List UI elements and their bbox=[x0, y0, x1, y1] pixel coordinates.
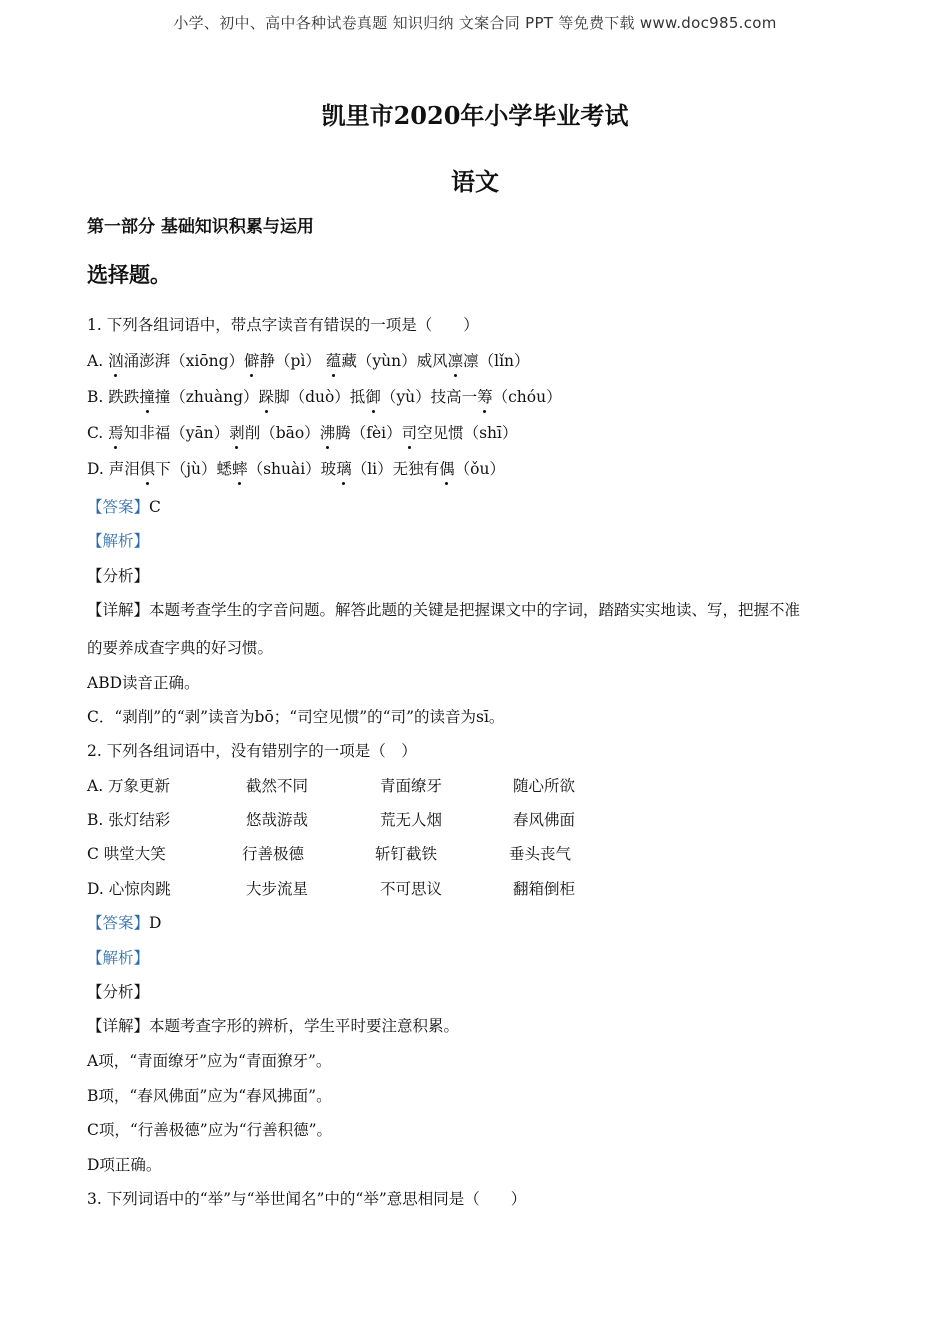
dotted-char: 司 bbox=[401, 424, 418, 442]
text: C. bbox=[87, 424, 109, 442]
q2-detail-5: D项正确。 bbox=[87, 1156, 162, 1174]
text: 知非福（yān） bbox=[123, 424, 230, 442]
q1-option-b bbox=[87, 386, 562, 408]
q1-detail-2: 的要养成查字典的好习惯。 bbox=[87, 639, 274, 657]
dotted-char: 蕴 bbox=[325, 352, 342, 370]
q1-option-d bbox=[87, 458, 505, 480]
dotted-char: 俱 bbox=[139, 460, 156, 478]
q1-option-a bbox=[87, 350, 530, 372]
dotted-char: 焉 bbox=[108, 424, 124, 442]
q2-stem: 2. 下列各组词语中，没有错别字的一项是（ ） bbox=[87, 742, 417, 760]
q2-detail-2: A项，“青面缭牙”应为“青面獠牙”。 bbox=[87, 1052, 332, 1070]
text: （ǒu） bbox=[454, 460, 505, 478]
q2-detail-4: C项，“行善极德”应为“行善积德”。 bbox=[87, 1121, 333, 1139]
q2-b-2: 悠哉游哉 bbox=[246, 811, 309, 829]
dotted-char: 僻 bbox=[244, 352, 260, 370]
text: 空见惯（shī） bbox=[417, 424, 518, 442]
q2-d-4: 翻箱倒柜 bbox=[513, 880, 576, 898]
q1-option-c bbox=[87, 422, 518, 444]
q1-stem: 1. 下列各组词语中，带点字读音有错误的一项是（ ） bbox=[87, 316, 479, 334]
text: （shuài）玻 bbox=[247, 460, 337, 478]
page-header: 小学、初中、高中各种试卷真题 知识归纳 文案合同 PPT 等免费下载 www.doc985.com bbox=[173, 14, 777, 32]
q2-a-3: 青面缭牙 bbox=[380, 777, 443, 795]
dotted-char: 跺 bbox=[258, 388, 275, 406]
text: （yù）技高一 bbox=[380, 388, 478, 406]
q2-analysis-tag: 【解析】 bbox=[87, 949, 150, 967]
q2-d-1: D. 心惊肉跳 bbox=[87, 880, 171, 898]
q1-detail-3: ABD读音正确。 bbox=[87, 674, 200, 692]
q2-b-1: B. 张灯结彩 bbox=[87, 811, 171, 829]
q2-detail-1: 【详解】本题考查字形的辨析，学生平时要注意积累。 bbox=[87, 1017, 460, 1035]
text: 腾（fèi） bbox=[335, 424, 402, 442]
dotted-char: 筹 bbox=[477, 388, 493, 406]
answer-tag: 【答案】 bbox=[87, 914, 150, 932]
text: A. bbox=[87, 352, 109, 370]
text: 涌澎湃（xiōng） bbox=[123, 352, 245, 370]
q2-fenxi: 【分析】 bbox=[87, 983, 150, 1001]
text: D. 声泪 bbox=[87, 460, 140, 478]
q1-fenxi: 【分析】 bbox=[87, 567, 150, 585]
q1-detail-4: C．“剥削”的“剥”读音为bō；“司空见惯”的“司”的读音为sī。 bbox=[87, 708, 505, 726]
answer-value: C bbox=[149, 498, 161, 516]
q2-a-4: 随心所欲 bbox=[513, 777, 576, 795]
exam-subject: 语文 bbox=[451, 167, 499, 196]
q2-c-2: 行善极德 bbox=[242, 845, 305, 863]
q2-c-4: 垂头丧气 bbox=[509, 845, 572, 863]
text: （chóu） bbox=[492, 388, 562, 406]
q2-d-3: 不可思议 bbox=[380, 880, 443, 898]
q2-a-2: 截然不同 bbox=[246, 777, 309, 795]
q2-d-2: 大步流星 bbox=[246, 880, 309, 898]
q2-b-3: 荒无人烟 bbox=[380, 811, 443, 829]
text: 静（pì） bbox=[259, 352, 326, 370]
q3-stem: 3. 下列词语中的“举”与“举世闻名”中的“举”意思相同是（ ） bbox=[87, 1190, 527, 1208]
q2-answer bbox=[87, 912, 161, 934]
q2-detail-3: B项，“春风佛面”应为“春风拂面”。 bbox=[87, 1087, 332, 1105]
text: 凛（lǐn） bbox=[463, 352, 530, 370]
dotted-char: 沸 bbox=[319, 424, 336, 442]
dotted-char: 撞 bbox=[139, 388, 155, 406]
dotted-char: 御 bbox=[365, 388, 381, 406]
text: B. 跌跌 bbox=[87, 388, 140, 406]
q1-analysis-tag: 【解析】 bbox=[87, 532, 150, 550]
dotted-char: 蟀 bbox=[232, 460, 248, 478]
dotted-char: 汹 bbox=[108, 352, 124, 370]
text: （li）无独有 bbox=[351, 460, 440, 478]
q2-b-4: 春风佛面 bbox=[513, 811, 576, 829]
answer-value: D bbox=[149, 914, 162, 932]
q2-c-3: 斩钉截铁 bbox=[375, 845, 438, 863]
q1-answer bbox=[87, 496, 161, 518]
dotted-char: 璃 bbox=[336, 460, 352, 478]
text: 下（jù）蟋 bbox=[155, 460, 233, 478]
text: 脚（duò）抵 bbox=[274, 388, 366, 406]
text: 藏（yùn）威风 bbox=[341, 352, 448, 370]
q1-detail-1: 【详解】本题考查学生的字音问题。解答此题的关键是把握课文中的字词，踏踏实实地读、写，把握不准 bbox=[87, 601, 801, 619]
dotted-char: 偶 bbox=[439, 460, 455, 478]
text: 撞（zhuàng） bbox=[154, 388, 259, 406]
text: 削（bāo） bbox=[244, 424, 320, 442]
q2-c-1: C 哄堂大笑 bbox=[87, 845, 166, 863]
dotted-char: 凛 bbox=[447, 352, 464, 370]
choice-heading: 选择题。 bbox=[87, 262, 171, 287]
dotted-char: 剥 bbox=[229, 424, 245, 442]
part1-heading: 第一部分 基础知识积累与运用 bbox=[87, 217, 314, 237]
exam-title: 凯里市2020年小学毕业考试 bbox=[321, 101, 629, 130]
answer-tag: 【答案】 bbox=[87, 498, 150, 516]
q2-a-1: A. 万象更新 bbox=[87, 777, 171, 795]
